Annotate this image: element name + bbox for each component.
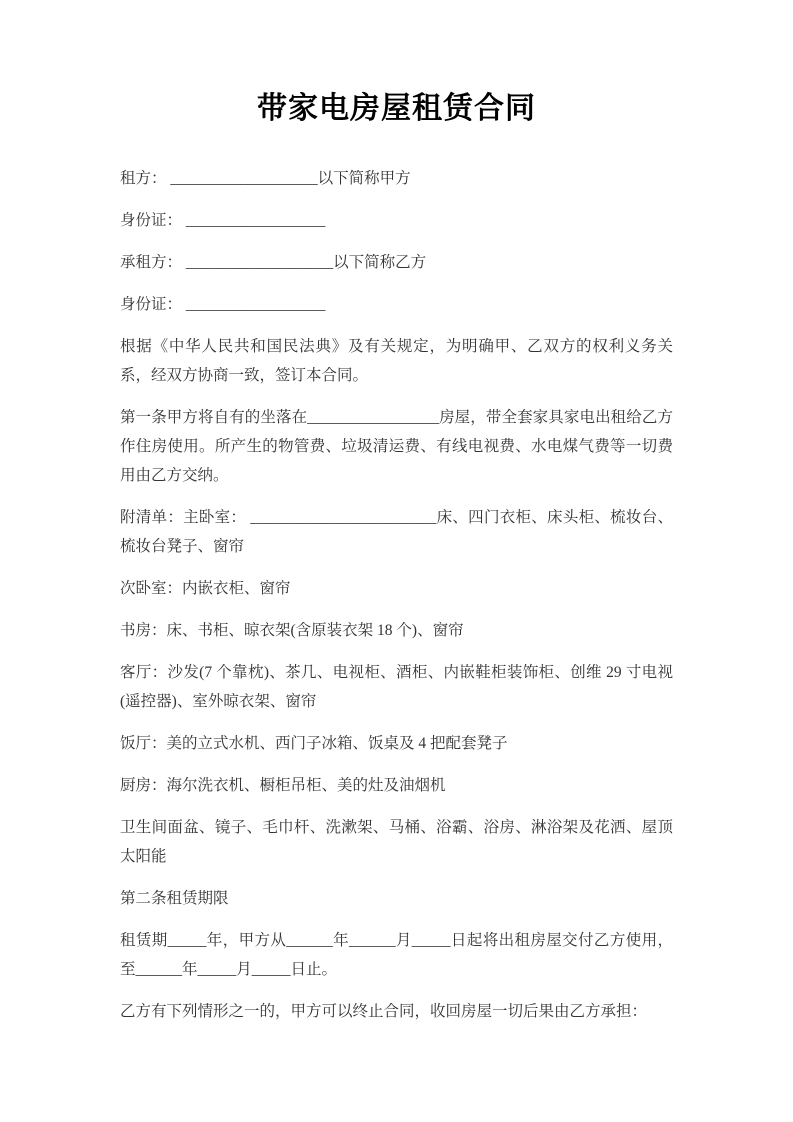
paragraph-inventory-study: 书房：床、书柜、晾衣架(含原装衣架 18 个)、窗帘 — [120, 622, 464, 639]
paragraph-lease-term: 租赁期_____年，甲方从______年______月_____日起将出租房屋交付乙方使用，至______年_____月_____日止。 — [120, 932, 673, 978]
document-title: 带家电房屋租赁合同 — [257, 92, 536, 125]
paragraph-lessee-id-line: 身份证： __________________ — [120, 296, 326, 313]
paragraph-termination-intro: 乙方有下列情形之一的，甲方可以终止合同，收回房屋一切后果由乙方承担： — [120, 1003, 648, 1020]
paragraph-article-2-heading: 第二条租赁期限 — [120, 890, 229, 907]
paragraph-preamble: 根据《中华人民共和国民法典》及有关规定，为明确甲、乙双方的权利义务关系，经双方协商一致，签订本合同。 — [120, 338, 673, 384]
paragraph-lessor-line: 租方： ___________________以下简称甲方 — [120, 170, 411, 187]
paragraph-lessee-line: 承租方： ___________________以下简称乙方 — [120, 254, 427, 271]
paragraph-inventory-bathroom: 卫生间面盆、镜子、毛巾杆、洗漱架、马桶、浴霸、浴房、淋浴架及花洒、屋顶太阳能 — [120, 819, 673, 865]
paragraph-inventory-kitchen: 厨房：海尔洗衣机、橱柜吊柜、美的灶及油烟机 — [120, 777, 446, 794]
paragraph-inventory-dining-room: 饭厅：美的立式水机、西门子冰箱、饭桌及 4 把配套凳子 — [120, 735, 508, 752]
paragraph-inventory-second-bedroom: 次卧室：内嵌衣柜、窗帘 — [120, 580, 291, 597]
paragraph-inventory-master-bedroom: 附清单：主卧室： ________________________床、四门衣柜、床头柜、梳妆台、梳妆台凳子、窗帘 — [120, 509, 673, 555]
paragraph-inventory-living-room: 客厅：沙发(7 个靠枕)、茶几、电视柜、酒柜、内嵌鞋柜装饰柜、创维 29 寸电视(遥控器)、室外晾衣架、窗帘 — [120, 664, 673, 710]
paragraph-article-1: 第一条甲方将自有的坐落在_________________房屋，带全套家具家电出租给乙方作住房使用。所产生的物管费、垃圾清运费、有线电视费、水电煤气费等一切费用由乙方交纳。 — [120, 409, 673, 484]
paragraph-lessor-id-line: 身份证： __________________ — [120, 212, 326, 229]
